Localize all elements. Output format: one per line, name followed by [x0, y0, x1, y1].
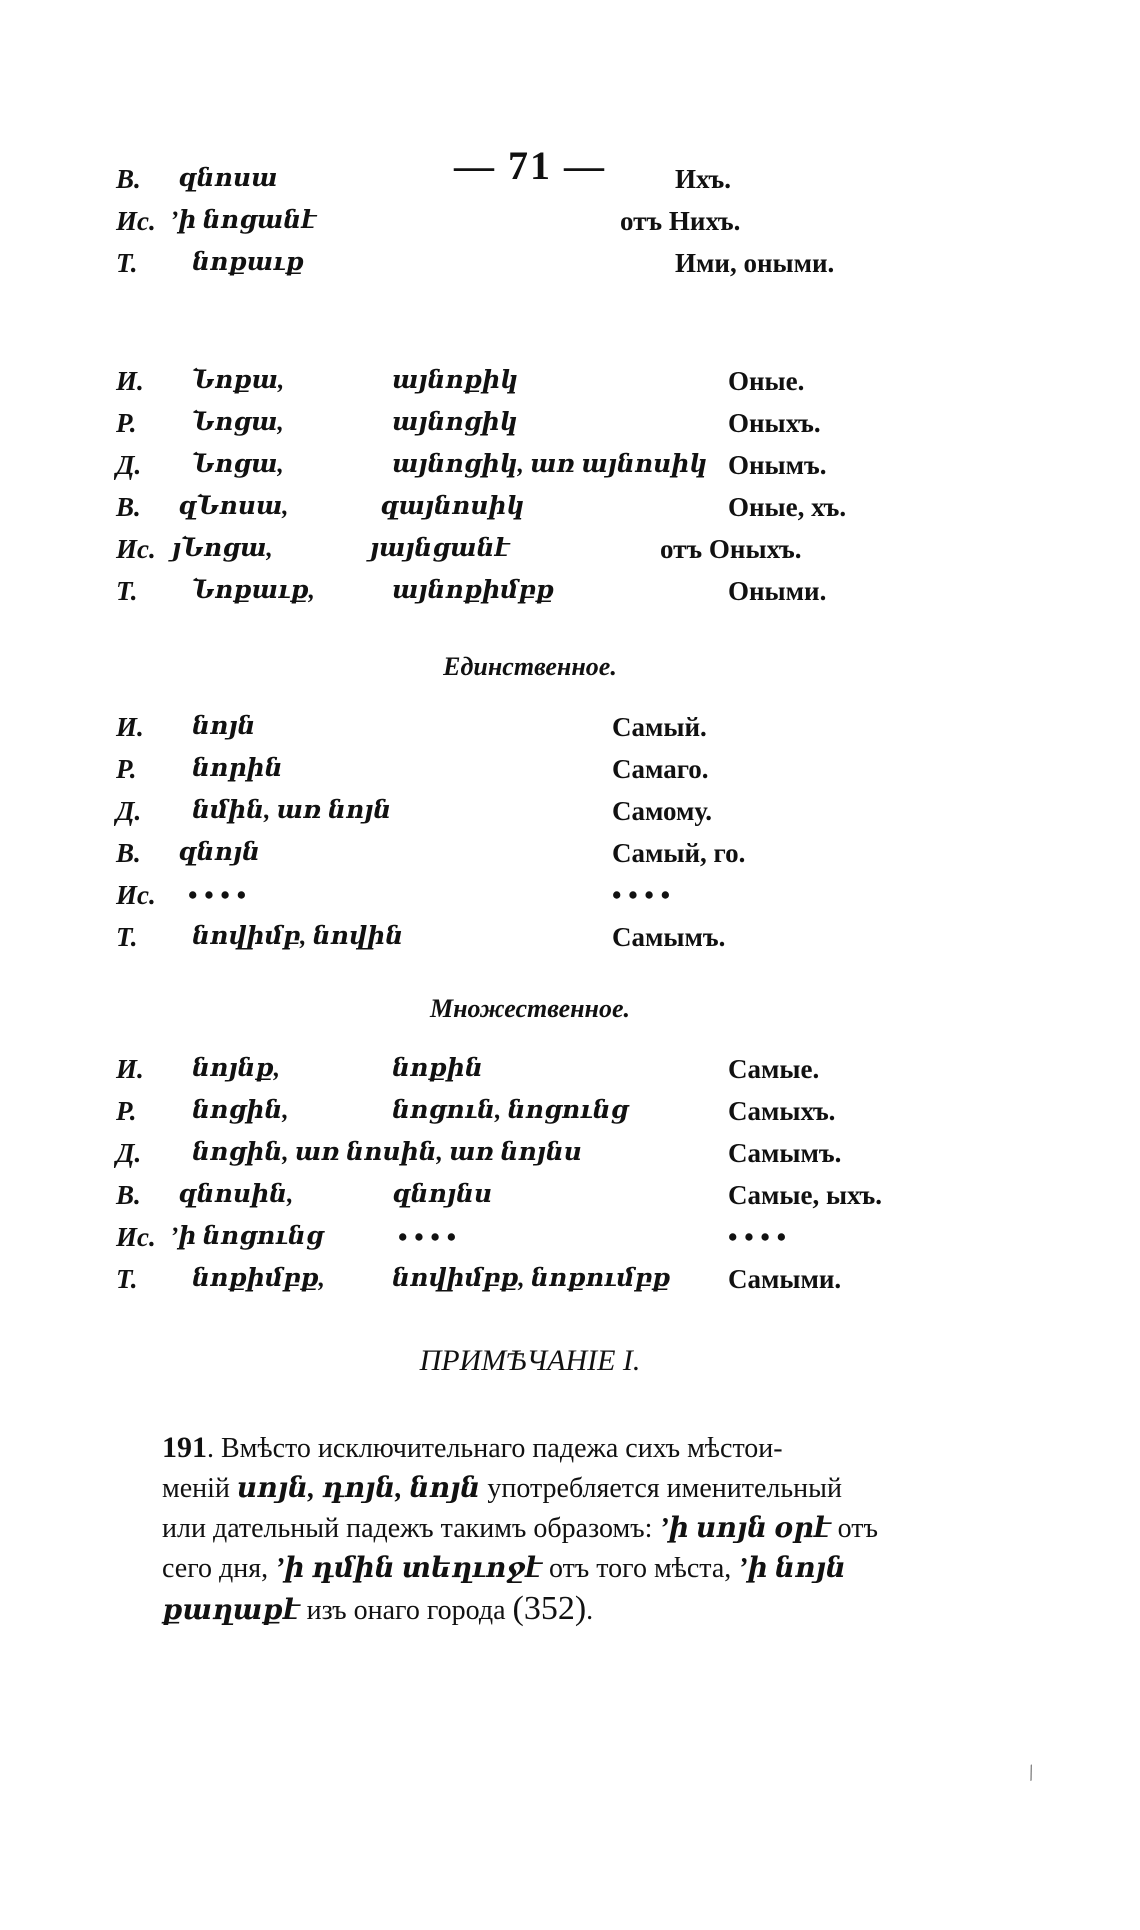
paradigm-row [0, 748, 1140, 790]
case-label: И. [116, 366, 144, 396]
armenian-inline: սոյն, դոյն, նոյն [236, 1473, 481, 1504]
paradigm-block-3 [0, 706, 1140, 958]
case-label: Ис. [116, 206, 156, 236]
russian-gloss: Самыхъ. [728, 1096, 836, 1126]
case-label: И. [116, 712, 144, 742]
armenian-form: նորին [192, 755, 283, 782]
paragraph-text: отъ того мѣста, [541, 1553, 739, 1584]
armenian-form: զՆոսա, [178, 493, 289, 520]
armenian-form: նոցին, [192, 1097, 289, 1124]
russian-gloss: Самымъ. [728, 1138, 842, 1168]
paradigm-row [0, 1216, 1140, 1258]
russian-gloss: Ими, оными. [675, 248, 835, 278]
paragraph-text: . Вмѣсто исключительнаго падежа сихъ мѣстои- [207, 1433, 783, 1464]
paragraph-number: 191 [162, 1431, 207, 1464]
armenian-form: նոքաւք [192, 249, 304, 276]
paradigm-row [0, 158, 1140, 200]
paragraph-text: или дательный падежъ такимъ образомъ: [162, 1513, 660, 1544]
armenian-form: նովիմբ, նովին [192, 923, 404, 950]
paragraph-line [162, 1428, 890, 1469]
paragraph-line [162, 1469, 890, 1509]
page-number: — 71 — [454, 143, 606, 188]
armenian-form: Նոքա, [192, 367, 285, 394]
armenian-inline: ’ի դմին տեղւոջէ [275, 1553, 542, 1584]
section-reference: (352) [512, 1590, 587, 1627]
russian-gloss: Самыми. [728, 1264, 842, 1294]
case-label: В. [116, 492, 141, 522]
armenian-form: զնոսին, [178, 1181, 294, 1208]
case-label: Р. [116, 754, 137, 784]
paragraph-text: отъ [830, 1513, 878, 1544]
paradigm-row [0, 486, 1140, 528]
russian-gloss: Самымъ. [612, 922, 726, 952]
russian-gloss: Самаго. [612, 754, 709, 784]
paragraph-line [162, 1589, 890, 1631]
paradigm-row [0, 528, 1140, 570]
ellipsis-marker: • • • • [728, 1222, 787, 1252]
russian-gloss: Самый. [612, 712, 707, 742]
case-label: Т. [116, 922, 138, 952]
russian-gloss: отъ Нихъ. [620, 206, 741, 236]
ellipsis-marker: • • • • [398, 1222, 457, 1252]
paragraph-line [162, 1509, 890, 1549]
armenian-form-alt: նոքին [392, 1055, 483, 1082]
ink-mark: ⁄ [1023, 1763, 1040, 1784]
paradigm-block-2 [0, 360, 1140, 612]
paradigm-row [0, 570, 1140, 612]
armenian-form: Նոցա, [192, 451, 284, 478]
paradigm-row [0, 790, 1140, 832]
case-label: Д. [116, 450, 142, 480]
paragraph-text: сего дня, [162, 1553, 276, 1584]
armenian-form-alt: այնոքիմբք [392, 577, 555, 604]
paradigm-row [0, 1090, 1140, 1132]
paragraph-text: . [586, 1595, 594, 1626]
paradigm-block-4 [0, 1048, 1140, 1300]
armenian-form: նոցին, առ նոսին, առ նոյնս [192, 1139, 582, 1166]
case-label: Ис. [116, 880, 156, 910]
note-title: ПРИМѢЧАНІЕ I. [419, 1344, 641, 1377]
case-label: Т. [116, 248, 138, 278]
paradigm-row [0, 360, 1140, 402]
paradigm-row [0, 200, 1140, 242]
note-paragraph [162, 1428, 890, 1631]
armenian-form-alt: յայնցանէ [370, 535, 510, 562]
armenian-form: ’ի նոցունց [170, 1223, 324, 1250]
case-label: Р. [116, 1096, 137, 1126]
russian-gloss: Самые, ыхъ. [728, 1180, 882, 1210]
case-label: Т. [116, 576, 138, 606]
armenian-form: ’ի նոցանէ [170, 207, 317, 234]
russian-gloss: Онымъ. [728, 450, 827, 480]
armenian-form-alt: այնոցիկ, առ այնոսիկ [392, 451, 708, 478]
case-label: Д. [116, 796, 142, 826]
case-label: В. [116, 164, 141, 194]
case-label: Р. [116, 408, 137, 438]
paradigm-row [0, 832, 1140, 874]
armenian-form-alt: նոցուն, նոցունց [392, 1097, 629, 1124]
ellipsis-marker: • • • • [612, 880, 671, 910]
case-label: Т. [116, 1264, 138, 1294]
paradigm-row [0, 444, 1140, 486]
armenian-form-alt: նովիմբք, նոքումբք [392, 1265, 671, 1292]
paradigm-row [0, 242, 1140, 284]
ellipsis-marker: • • • • [188, 880, 247, 910]
russian-gloss: Оные, хъ. [728, 492, 847, 522]
paradigm-row [0, 916, 1140, 958]
section-heading-plural: Множественное. [429, 994, 631, 1023]
case-label: В. [116, 1180, 141, 1210]
armenian-form: նոյն [192, 713, 256, 740]
paradigm-row [0, 1132, 1140, 1174]
armenian-inline: ’ի սոյն օրէ [659, 1513, 831, 1544]
section-heading-singular: Единственное. [443, 652, 617, 681]
paragraph-text: изъ онаго города [299, 1595, 513, 1626]
armenian-form: նոքիմբք, [192, 1265, 325, 1292]
case-label: В. [116, 838, 141, 868]
paradigm-row [0, 874, 1140, 916]
russian-gloss: Оными. [728, 576, 827, 606]
armenian-form: յՆոցա, [172, 535, 273, 562]
armenian-form: զնոյն [178, 839, 260, 866]
armenian-form: նմին, առ նոյն [192, 797, 392, 824]
armenian-form-alt: այնոքիկ [392, 367, 519, 394]
paragraph-line [162, 1549, 890, 1589]
armenian-form: զնոսա [178, 165, 278, 192]
russian-gloss: Оныхъ. [728, 408, 821, 438]
armenian-form-alt: այնոցիկ [392, 409, 518, 436]
armenian-form-alt: զնոյնս [392, 1181, 493, 1208]
russian-gloss: Ихъ. [675, 164, 731, 194]
paradigm-row [0, 706, 1140, 748]
armenian-form: Նոքաւք, [192, 577, 315, 604]
case-label: И. [116, 1054, 144, 1084]
armenian-inline: ’ի նոյն [738, 1553, 846, 1584]
case-label: Ис. [116, 534, 156, 564]
paragraph-text: меній [162, 1473, 237, 1504]
paradigm-row [0, 1174, 1140, 1216]
case-label: Ис. [116, 1222, 156, 1252]
paradigm-row [0, 402, 1140, 444]
russian-gloss: Самому. [612, 796, 712, 826]
armenian-form: նոյնք, [192, 1055, 280, 1082]
russian-gloss: Оные. [728, 366, 805, 396]
armenian-form: Նոցա, [192, 409, 284, 436]
russian-gloss: Самый, го. [612, 838, 746, 868]
armenian-inline: քաղաքէ [162, 1595, 300, 1626]
case-label: Д. [116, 1138, 142, 1168]
paradigm-row [0, 1258, 1140, 1300]
armenian-form-alt: զայնոսիկ [380, 493, 525, 520]
russian-gloss: отъ Оныхъ. [660, 534, 802, 564]
paradigm-row [0, 1048, 1140, 1090]
paradigm-block-1 [0, 158, 1140, 284]
paragraph-text: употребляется именительный [480, 1473, 842, 1504]
russian-gloss: Самые. [728, 1054, 820, 1084]
